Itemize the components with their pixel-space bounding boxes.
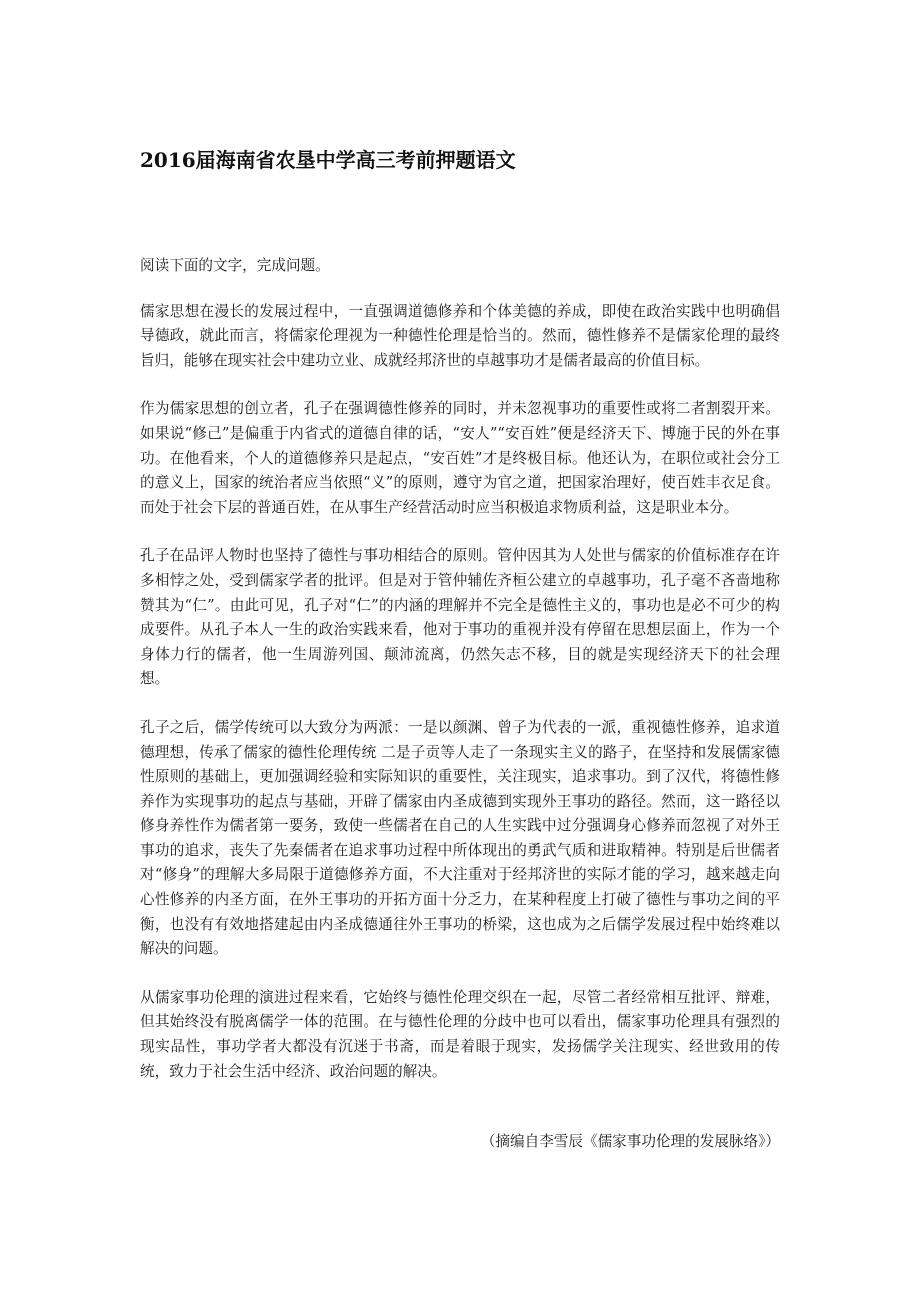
paragraph-4: 孔子之后，儒学传统可以大致分为两派：一是以颜渊、曾子为代表的一派，重视德性修养，追求道德理想，传承了儒家的德性伦理传统 二是子贡等人走了一条现实主义的路子，在坚持和发展儒家德性原则的基础上，更加强调经验和实际知识的重要性，关注现实，追求事功。到了汉代，将德性修养作为实现事功的起点与基础，开辟了儒家由内圣成德到实现外王事功的路径。然而，这一路径以修身养性作为儒者第一要务，致使一些儒者在自己的人生实践中过分强调身心修养而忽视了对外王事功的追求，丧失了先秦儒者在追求事功过程中所体现出的勇武气质和进取精神。特别是后世儒者对“修身”的理解大多局限于道德修养方面，不大注重对于经邦济世的实际才能的学习，越来越走向心性修养的内圣方面，在外王事功的开拓方面十分乏力，在某种程度上打破了德性与事功之间的平衡，也没有有效地搭建起由内圣成德通往外王事功的桥梁，这也成为之后儒学发展过程中始终难以解决的问题。 [140, 718, 780, 958]
article-body [140, 254, 780, 1108]
paragraph-5: 从儒家事功伦理的演进过程来看，它始终与德性伦理交织在一起，尽管二者经常相互批评、辩难，但其始终没有脱离儒学一体的范围。在与德性伦理的分歧中也可以看出，儒家事功伦理具有强烈的现实品性，事功学者大都没有沉迷于书斋，而是着眼于现实，发扬儒学关注现实、经世致用的传统，致力于社会生活中经济、政治问题的解决。 [140, 988, 780, 1080]
paragraph-3: 孔子在品评人物时也坚持了德性与事功相结合的原则。管仲因其为人处世与儒家的价值标准存在许多相悖之处，受到儒家学者的批评。但是对于管仲辅佐齐桓公建立的卓越事功，孔子毫不吝啬地称赞其为“仁”。由此可见，孔子对“仁”的内涵的理解并不完全是德性主义的，事功也是必不可少的构成要件。从孔子本人一生的政治实践来看，他对于事功的重视并没有停留在思想层面上，作为一个身体力行的儒者，他一生周游列国、颠沛流离，仍然矢志不移，目的就是实现经济天下的社会理想。 [140, 547, 780, 688]
paragraph-1: 儒家思想在漫长的发展过程中，一直强调道德修养和个体美德的养成，即使在政治实践中也明确倡导德政，就此而言，将儒家伦理视为一种德性伦理是恰当的。然而，德性修养不是儒家伦理的最终旨归，能够在现实社会中建功立业、成就经邦济世的卓越事功才是儒者最高的价值目标。 [140, 302, 780, 369]
paragraph-2: 作为儒家思想的创立者，孔子在强调德性修养的同时，并未忽视事功的重要性或将二者割裂开来。如果说“修己”是偏重于内省式的道德自律的话，“安人”“安百姓”便是经济天下、博施于民的外在事功。在他看来，个人的道德修养只是起点，“安百姓”才是终极目标。他还认为，在职位或社会分工的意义上，国家的统治者应当依照“义”的原则，遵守为官之道，把国家治理好，使百姓丰衣足食。而处于社会下层的普通百姓，在从事生产经营活动时应当积极追求物质利益，这是职业本分。 [140, 400, 780, 516]
document-title: 2016届海南省农垦中学高三考前押题语文 [140, 148, 516, 172]
source-citation: （摘编自李雪辰《儒家事功伦理的发展脉络》） [480, 1133, 780, 1150]
reading-instruction: 阅读下面的文字，完成问题。 [140, 257, 330, 274]
